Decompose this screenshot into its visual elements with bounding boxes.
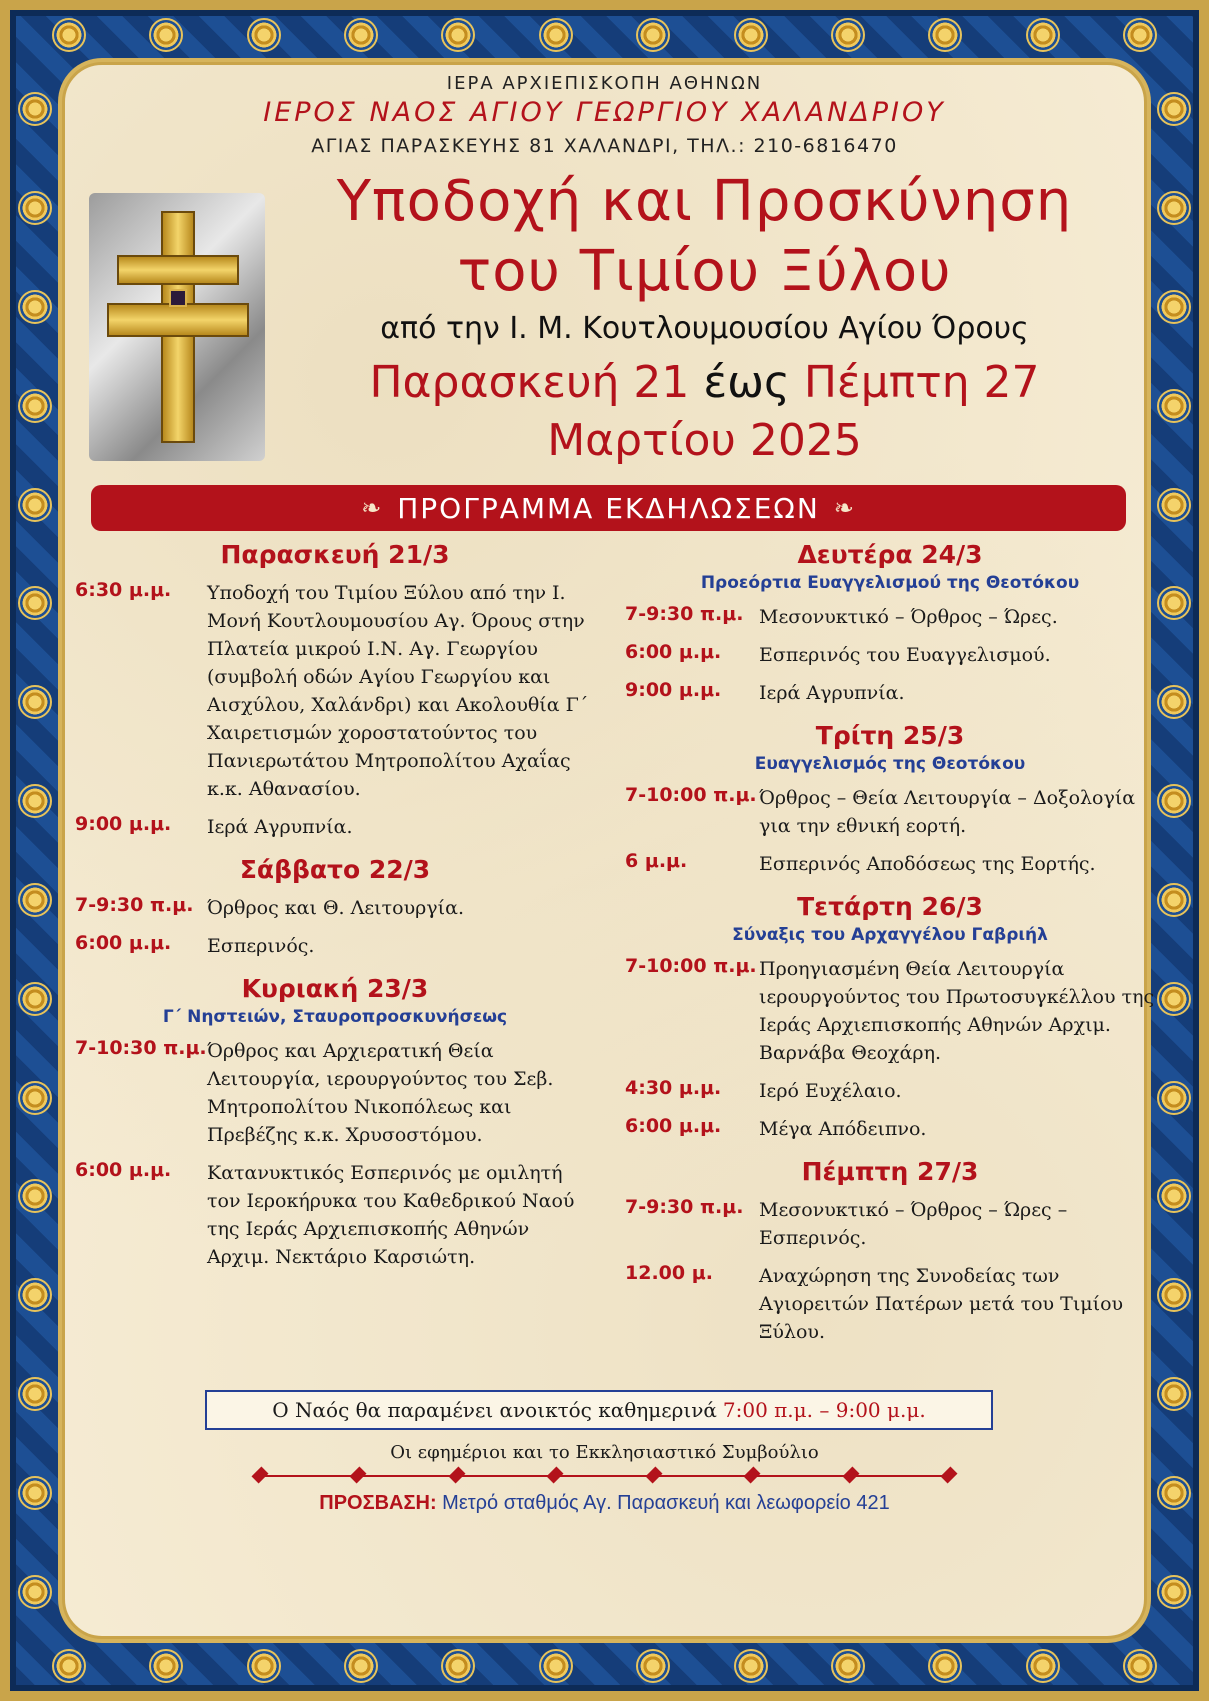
- schedule-entry: [625, 955, 1155, 1067]
- schedule-entry: [625, 1115, 1155, 1143]
- entry-text: Εσπερινός του Ευαγγελισμού.: [759, 644, 1051, 666]
- entry-text: Όρθρος και Αρχιερατική Θεία Λειτουργία, ιερουργούντος του Σεβ. Μητροπολίτου Νικοπόλεως και Πρεβέζης κ.κ. Χρυσοστόμου.: [207, 1040, 554, 1146]
- entry-time: 7-9:30 π.μ.: [625, 603, 744, 625]
- schedule-entry: [625, 784, 1155, 840]
- feast-subtitle: Προεόρτια Ευαγγελισμού της Θεοτόκου: [700, 573, 1080, 593]
- schedule-entry: [75, 813, 595, 841]
- entry-time: 7-10:30 π.μ.: [75, 1037, 207, 1059]
- entry-time: 7-10:00 π.μ.: [625, 955, 757, 977]
- entry-text: Ιερό Ευχέλαιο.: [759, 1080, 902, 1102]
- entry-text: Προηγιασμένη Θεία Λειτουργία ιερουργούντος του Πρωτοσυγκέλλου της Ιεράς Αρχιεπισκοπής Αθηνών Αρχιμ. Βαρνάβα Θεοχάρη.: [759, 958, 1155, 1064]
- holy-cross-image: [89, 193, 265, 461]
- church-name: ΙΕΡΟΣ ΝΑΟΣ ΑΓΙΟΥ ΓΕΩΡΓΙΟΥ ΧΑΛΑΝΔΡΙΟΥ: [263, 97, 946, 128]
- entry-text: Ιερά Αγρυπνία.: [759, 682, 905, 704]
- schedule-entry: [75, 579, 595, 803]
- opening-hours-times: 7:00 π.μ. – 9:00 μ.μ.: [722, 1398, 926, 1422]
- schedule-entry: [625, 1196, 1155, 1252]
- access-info: [65, 1492, 1144, 1515]
- day-heading: Σάββατο 22/3: [239, 855, 431, 884]
- entry-text: Κατανυκτικός Εσπερινός με ομιλητή τον Ιεροκήρυκα του Καθεδρικού Ναού της Ιεράς Αρχιεπισκοπής Αθηνών Αρχιμ. Νεκτάριο Καρσιώτη.: [207, 1162, 575, 1268]
- title-month-year: Μαρτίου 2025: [547, 415, 862, 466]
- border-ornaments-left: [14, 60, 56, 1641]
- entry-text: Ιερά Αγρυπνία.: [207, 816, 353, 838]
- entry-text: Όρθρος – Θεία Λειτουργία – Δοξολογία για την εθνική εορτή.: [759, 787, 1136, 837]
- opening-hours-text: Ο Ναός θα παραμένει ανοικτός καθημερινά: [272, 1398, 717, 1422]
- entry-time: 9:00 μ.μ.: [75, 813, 172, 835]
- entry-text: Εσπερινός Αποδόσεως της Εορτής.: [759, 853, 1096, 875]
- schedule-entry: [625, 1077, 1155, 1105]
- day-heading: Τρίτη 25/3: [815, 721, 965, 750]
- title-dates: [265, 357, 1144, 408]
- schedule-entry: [75, 1037, 595, 1149]
- entry-text: Όρθρος και Θ. Λειτουργία.: [207, 897, 464, 919]
- entry-text: Υποδοχή του Τιμίου Ξύλου από την Ι. Μονή Κουτλουμουσίου Αγ. Όρους στην Πλατεία μικρού Ι.Ν. Αγ. Γεωργίου (συμβολή οδών Αγίου Γεωργίου και Αισχύλου, Χαλάνδρι) και Ακολουθία Γ΄ Χαιρετισμών χοροστατούντος του Πανιερωτάτου Μητροπολίτου Αχαΐας κ.κ. Αθανασίου.: [207, 582, 589, 800]
- flourish-icon: ❧: [833, 494, 856, 522]
- entry-time: 9:00 μ.μ.: [625, 679, 722, 701]
- title-line-2: του Τιμίου Ξύλου: [457, 239, 952, 304]
- schedule-entry: [625, 850, 1155, 878]
- entry-time: 6:30 μ.μ.: [75, 579, 172, 601]
- entry-time: 4:30 μ.μ.: [625, 1077, 722, 1099]
- entry-text: Μεσονυκτικό – Όρθρος – Ώρες – Εσπερινός.: [759, 1199, 1068, 1249]
- day-heading: Παρασκευή 21/3: [220, 540, 450, 569]
- entry-text: Μεσονυκτικό – Όρθρος – Ώρες.: [759, 606, 1058, 628]
- border-ornaments-right: [1153, 60, 1195, 1641]
- day-heading: Πέμπτη 27/3: [801, 1157, 979, 1186]
- divider-ornaments: [255, 1468, 954, 1482]
- entry-time: 6:00 μ.μ.: [625, 641, 722, 663]
- access-text: Μετρό σταθμός Αγ. Παρασκευή και λεωφορείο 421: [442, 1492, 890, 1514]
- schedule-right-column: [625, 540, 1155, 1346]
- schedule-entry: [625, 679, 1155, 707]
- day-heading: Κυριακή 23/3: [241, 974, 429, 1003]
- day-heading: Τετάρτη 26/3: [797, 892, 983, 921]
- feast-subtitle: Ευαγγελισμός της Θεοτόκου: [754, 754, 1026, 774]
- opening-hours-box: [205, 1390, 993, 1430]
- signature: Οι εφημέριοι και το Εκκλησιαστικό Συμβούλιο: [390, 1442, 819, 1463]
- schedule-entry: [625, 1262, 1155, 1346]
- schedule-entry: [625, 603, 1155, 631]
- entry-time: 7-9:30 π.μ.: [625, 1196, 744, 1218]
- title-origin: από την Ι. Μ. Κουτλουμουσίου Αγίου Όρους: [380, 311, 1029, 346]
- entry-time: 12.00 μ.: [625, 1262, 713, 1284]
- access-label: ΠΡΟΣΒΑΣΗ:: [319, 1492, 437, 1514]
- schedule-entry: [625, 641, 1155, 669]
- schedule-left-column: [75, 540, 595, 1271]
- entry-text: Εσπερινός.: [207, 935, 315, 957]
- entry-text: Αναχώρηση της Συνοδείας των Αγιορειτών Πατέρων μετά του Τιμίου Ξύλου.: [759, 1265, 1124, 1343]
- feast-subtitle: Σύναξις του Αρχαγγέλου Γαβριήλ: [732, 925, 1048, 945]
- archdiocese-header: ΙΕΡΑ ΑΡΧΙΕΠΙΣΚΟΠΗ ΑΘΗΝΩΝ: [446, 73, 763, 94]
- schedule-entry: [75, 932, 595, 960]
- flourish-icon: ❧: [361, 494, 384, 522]
- entry-time: 6:00 μ.μ.: [625, 1115, 722, 1137]
- schedule-entry: [75, 1159, 595, 1271]
- parchment-panel: [62, 62, 1155, 1639]
- date-end: Πέμπτη 27: [803, 357, 1040, 408]
- title-line-1: Υποδοχή και Προσκύνηση: [336, 169, 1073, 234]
- church-address: ΑΓΙΑΣ ΠΑΡΑΣΚΕΥΗΣ 81 ΧΑΛΑΝΔΡΙ, ΤΗΛ.: 210-6816470: [311, 135, 898, 157]
- entry-time: 7-9:30 π.μ.: [75, 894, 194, 916]
- entry-time: 6:00 μ.μ.: [75, 932, 172, 954]
- feast-subtitle: Γ΄ Νηστειών, Σταυροπροσκυνήσεως: [162, 1007, 508, 1027]
- entry-text: Μέγα Απόδειπνο.: [759, 1118, 927, 1140]
- program-banner: [91, 485, 1126, 531]
- entry-time: 7-10:00 π.μ.: [625, 784, 757, 806]
- day-heading: Δευτέρα 24/3: [797, 540, 983, 569]
- entry-time: 6 μ.μ.: [625, 850, 688, 872]
- date-connector: έως: [703, 357, 790, 408]
- date-start: Παρασκευή 21: [369, 357, 690, 408]
- entry-time: 6:00 μ.μ.: [75, 1159, 172, 1181]
- schedule-entry: [75, 894, 595, 922]
- program-banner-label: ΠΡΟΓΡΑΜΜΑ ΕΚΔΗΛΩΣΕΩΝ: [397, 491, 820, 525]
